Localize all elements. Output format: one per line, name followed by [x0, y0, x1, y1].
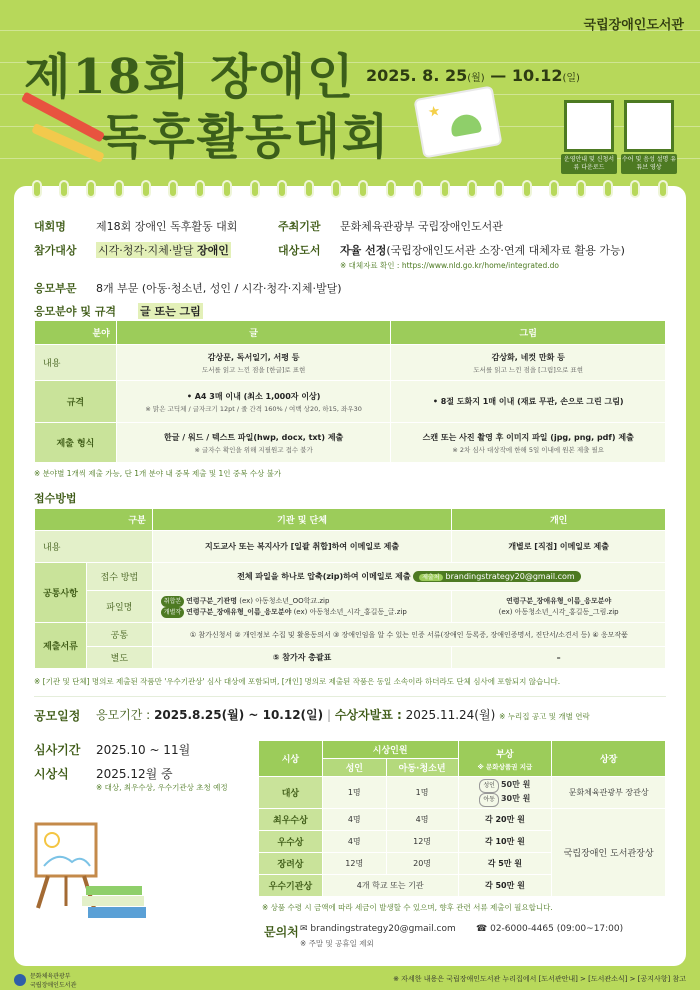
field-label: 응모분야 및 규격	[34, 305, 117, 318]
submit-col-org: 기관 및 단체	[152, 509, 452, 531]
book-label: 대상도서	[278, 244, 321, 257]
title-line-1: 제18회 장애인	[24, 49, 356, 105]
submit-separate-ind: –	[452, 647, 666, 669]
qr-video-label: 수어 및 음성 설명 유튜브 영상	[621, 154, 677, 174]
award-h-adult: 성인	[322, 759, 386, 777]
contact-note: ※ 주말 및 공휴일 제외	[300, 939, 374, 948]
phone-icon: ☎	[476, 924, 488, 934]
spec-table	[34, 320, 666, 463]
qr-guide-label: 운영안내 및 신청서류 다운로드	[561, 154, 617, 174]
award-cell: 20명	[386, 853, 458, 875]
category-label: 응모부문	[34, 282, 77, 295]
award-cell: 1명	[386, 777, 458, 809]
submit-col-ind: 개인	[452, 509, 666, 531]
books-icon	[82, 884, 148, 920]
award-cell: 문화체육관광부 장관상	[552, 777, 666, 809]
spec-cell: • 8절 도화지 1매 이내 (재료 무관, 손으로 그린 그림)	[391, 381, 666, 423]
submit-corner-top: 구분	[35, 509, 153, 531]
date-banner	[366, 66, 580, 85]
ceremony-value: 2025.12월 중	[96, 767, 173, 781]
review-label: 심사기간	[34, 743, 81, 757]
spec-corner-top: 분야	[35, 321, 117, 345]
award-table	[258, 740, 666, 897]
spec-cell: 감상화, 네컷 만화 등 도서를 읽고 느낀 점을 [그림]으로 표현	[391, 345, 666, 381]
spec-cell: 한글 / 워드 / 텍스트 파일(hwp, docx, txt) 제출 ※ 글자수 확인을 위해 지필원고 접수 불가	[116, 423, 391, 463]
book-value-text: (국립장애인도서관 소장·연계 대체자료 활용 가능)	[386, 244, 625, 257]
book-note[interactable]: ※ 대체자료 확인 : https://www.nld.go.kr/home/integrated.do	[340, 261, 560, 270]
schedule-period: 응모기간 : 2025.8.25(월) ~ 10.12(일) | 수상자발표 : 2025.11.24(월) ※ 누리집 공고 및 개별 연락	[96, 708, 590, 722]
award-note: ※ 상품 수령 시 금액에 따라 세금이 발생할 수 있으며, 향후 관련 서류 제출이 필요합니다.	[262, 903, 553, 912]
contact-phone[interactable]: ☎ 02-6000-4465 (09:00~17:00)	[476, 924, 624, 934]
award-h-count: 시상인원	[322, 741, 458, 759]
target-value	[96, 242, 231, 258]
qr-code-guide[interactable]	[564, 100, 614, 152]
ceremony-label: 시상식	[34, 767, 69, 781]
submit-filename-label: 파일명	[86, 591, 152, 623]
submit-separate-label: 별도	[86, 647, 152, 669]
target-value-text: 시각·청각·지체·발달	[98, 244, 194, 257]
host-label: 주최기관	[278, 220, 321, 233]
award-prize-grand: 성인 50만 원 아동 30만 원	[458, 777, 552, 809]
submit-title: 접수방법	[34, 492, 77, 505]
contact-email[interactable]: ✉ brandingstrategy20@gmail.com	[300, 924, 456, 934]
award-h-award: 시상	[259, 741, 323, 777]
award-h-prize: 부상 ※ 문화상품권 지급	[458, 741, 552, 777]
spec-col-text: 글	[116, 321, 391, 345]
submit-docs-label: 제출서류	[35, 623, 87, 669]
mail-icon: ✉	[300, 924, 308, 934]
award-row-label: 우수상	[259, 831, 323, 853]
spec-note: ※ 분야별 1개씩 제출 가능, 단 1개 분야 내 중복 제출 및 1인 중복 수상 불가	[34, 469, 282, 478]
title-line-2: 독후활동대회	[100, 109, 391, 165]
footer-logo-line2: 국립장애인도서관	[30, 982, 77, 989]
target-label: 참가대상	[34, 244, 77, 257]
submit-email-pill[interactable]: 제출처 brandingstrategy20@gmail.com	[413, 571, 581, 582]
submit-common-docs: ① 참가신청서 ② 개인정보 수집 및 활용동의서 ③ 장애인임을 알 수 있는 인증 서류(장애인 등록증, 장애인증명서, 진단서/소견서 등) ④ 응모작품	[152, 623, 665, 647]
award-cell: 12명	[322, 853, 386, 875]
award-title-shared: 국립장애인 도서관장상	[552, 809, 666, 897]
star-icon: ★	[426, 103, 442, 121]
submit-common-label: 공통사항	[35, 563, 87, 623]
spec-corner-bottom: 내용	[35, 345, 117, 381]
event-label: 대회명	[34, 220, 66, 233]
submit-note: ※ [기관 및 단체] 명의로 제출된 작품만 '우수기관상' 심사 대상에 포함되며, [개인] 명의로 제출된 작품은 동일 소속이라 하더라도 단체 심사에 포함되지 않습니다.	[34, 677, 561, 686]
spec-cell: • A4 3매 이내 (최소 1,000자 이상) ※ 맑은 고딕체 / 글자크기 12pt / 줄 간격 160% / 여백 상20, 하15, 좌우30	[116, 381, 391, 423]
spec-cell: 스캔 또는 사진 촬영 후 이미지 파일 (jpg, png, pdf) 제출 ※ 2차 심사 대상작에 한해 5일 이내에 원본 제출 필요	[391, 423, 666, 463]
divider	[34, 696, 666, 697]
binder-rings	[14, 180, 686, 198]
submit-method-label: 접수 방법	[86, 563, 152, 591]
submit-corner-bottom: 내용	[35, 531, 153, 563]
hill-drawing	[449, 112, 482, 137]
date-start-day: (월)	[467, 73, 485, 84]
submit-method-cell: 전체 파일을 하나로 압축(zip)하여 이메일로 제출 제출처 brandingstrategy20@gmail.com	[152, 563, 665, 591]
header-org: 국립장애인도서관	[583, 18, 684, 33]
award-cell: 4명	[386, 809, 458, 831]
date-end: 10.12	[511, 66, 563, 85]
book-value-bold: 자율 선정	[340, 244, 387, 257]
award-cell: 4명	[322, 809, 386, 831]
category-value: 8개 부문 (아동·청소년, 성인 / 시각·청각·지체·발달)	[96, 282, 342, 295]
award-row-label: 최우수상	[259, 809, 323, 831]
submit-separate-org: ⑤ 참가자 총괄표	[152, 647, 452, 669]
award-cell: 각 50만 원	[458, 875, 552, 897]
book-value	[340, 242, 625, 258]
award-row-label: 장려상	[259, 853, 323, 875]
host-value: 문화체육관광부 국립장애인도서관	[340, 220, 503, 233]
award-cell: 12명	[386, 831, 458, 853]
spec-cell: 감상문, 독서일기, 서평 등 도서를 읽고 느낀 점을 [한글]로 표현	[116, 345, 391, 381]
footer-note: ※ 자세한 내용은 국립장애인도서관 누리집에서 [도서관안내] > [도서관소식] > [공지사항] 참고	[393, 975, 686, 983]
award-cell: 4개 학교 또는 기관	[322, 875, 458, 897]
footer-logo	[14, 971, 76, 989]
award-h-title: 상장	[552, 741, 666, 777]
submit-common-row-label: 공통	[86, 623, 152, 647]
submit-table	[34, 508, 666, 669]
submit-intro-org: 지도교사 또는 복지사가 [일괄 취합]하여 이메일로 제출	[152, 531, 452, 563]
ceremony-note: ※ 대상, 최우수상, 우수기관상 초청 예정	[96, 783, 228, 792]
contact-label: 문의처	[264, 925, 299, 939]
award-row-label: 우수기관상	[259, 875, 323, 897]
footer-logo-line1: 문화체육관광부	[30, 973, 71, 980]
award-cell: 4명	[322, 831, 386, 853]
submit-filename-ind: 연령구분_장애유형_이름_응모분야 (ex) 아동청소년_시각_홍길동_그림.zip	[452, 591, 666, 623]
ministry-logo-icon	[14, 974, 26, 986]
review-value: 2025.10 ~ 11월	[96, 743, 191, 757]
submit-intro-ind: 개별로 [직접] 이메일로 제출	[452, 531, 666, 563]
event-value: 제18회 장애인 독후활동 대회	[96, 220, 238, 233]
date-start: 2025. 8. 25	[366, 66, 468, 85]
award-cell: 각 5만 원	[458, 853, 552, 875]
award-cell: 각 20만 원	[458, 809, 552, 831]
award-cell: 1명	[322, 777, 386, 809]
submit-filename-org: 취합본 연령구분_기관명 (ex) 아동청소년_OO학교.zip 개별작 연령구분_장애유형_이름_응모분야 (ex) 아동청소년_시각_홍길동_글.zip	[152, 591, 452, 623]
qr-code-video[interactable]	[624, 100, 674, 152]
date-end-day: (일)	[562, 73, 580, 84]
spec-row-label: 제출 형식	[35, 423, 117, 463]
award-cell: 각 10만 원	[458, 831, 552, 853]
schedule-title: 공모일정	[34, 709, 81, 723]
award-h-youth: 아동·청소년	[386, 759, 458, 777]
target-value-bold: 장애인	[197, 244, 229, 257]
spec-col-image: 그림	[391, 321, 666, 345]
spec-row-label: 규격	[35, 381, 117, 423]
field-value: 글 또는 그림	[140, 305, 201, 318]
award-row-label: 대상	[259, 777, 323, 809]
date-sep: —	[490, 66, 507, 85]
